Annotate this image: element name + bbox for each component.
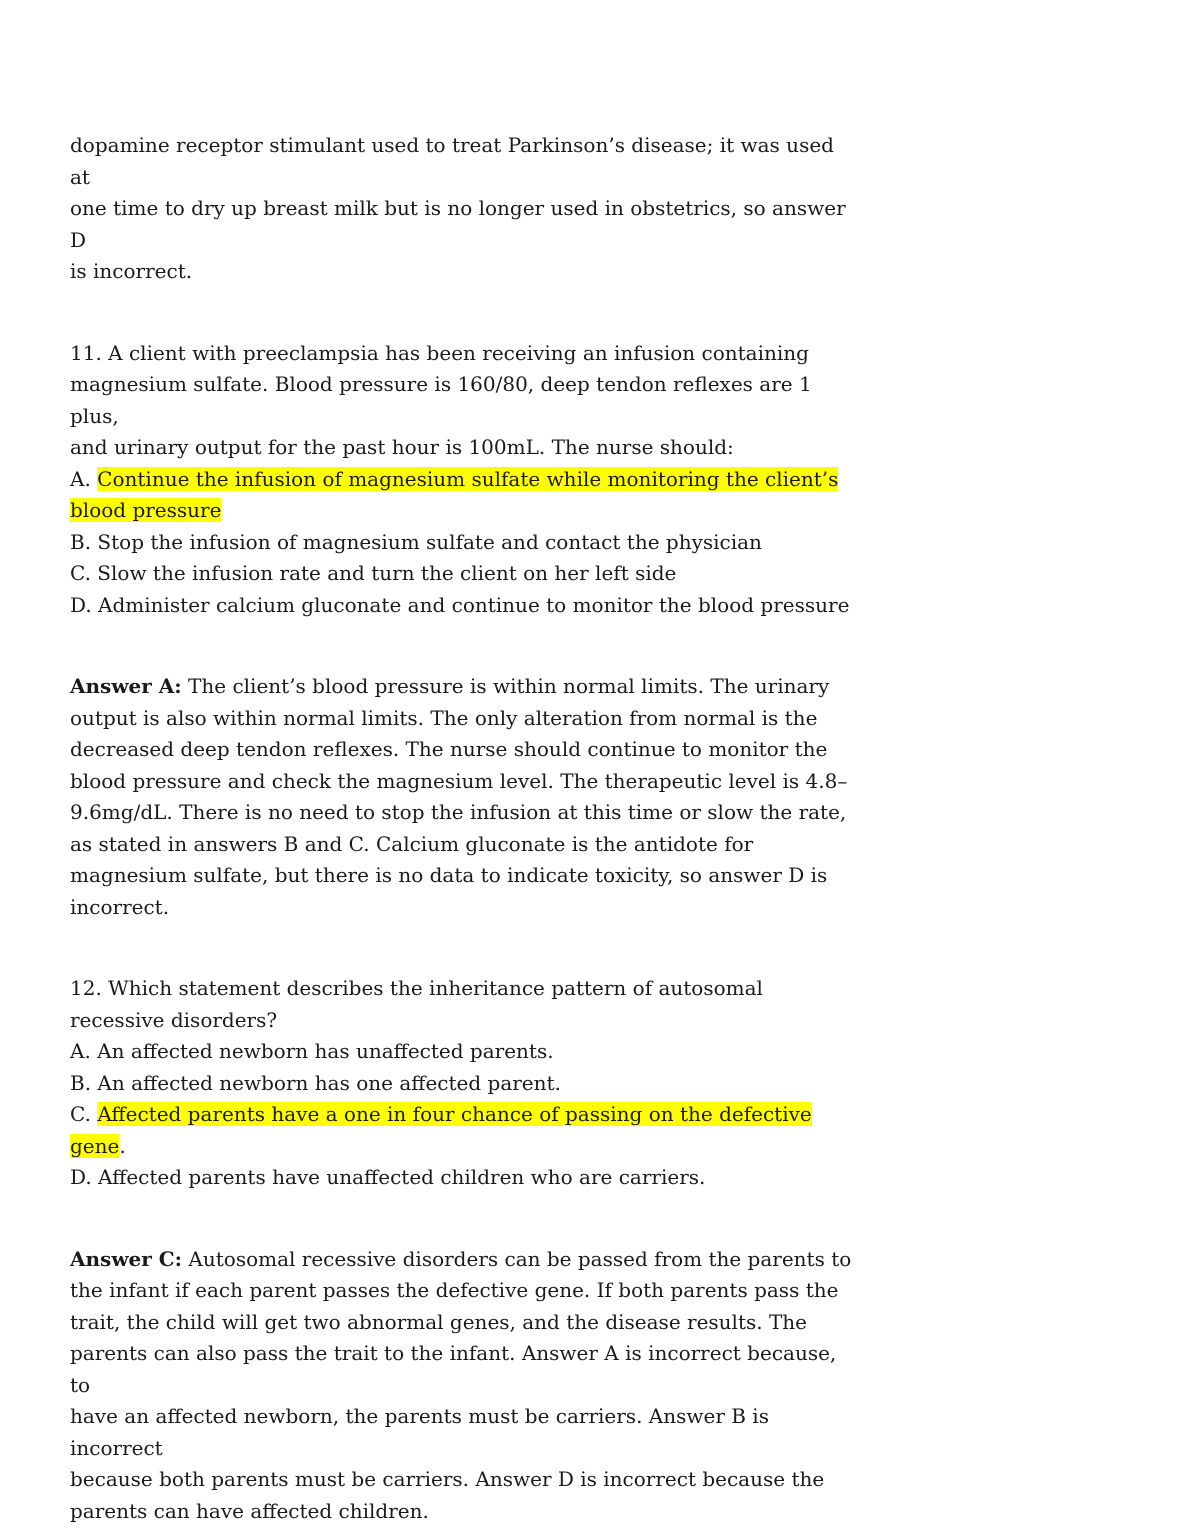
- paragraph-spacer: [70, 923, 860, 973]
- answer-12: [70, 1244, 860, 1528]
- paragraph-spacer: [70, 621, 860, 671]
- answer-11-line: incorrect.: [70, 894, 170, 919]
- answer-12-line: because both parents must be carriers. Answer D is incorrect because the: [70, 1467, 825, 1491]
- answer-12-line: trait, the child will get two abnormal genes, and the disease results. The: [70, 1309, 808, 1334]
- intro-line: is incorrect.: [70, 259, 193, 283]
- answer-11-line: output is also within normal limits. The only alteration from normal is the: [70, 705, 818, 730]
- question-11-stem-line: magnesium sulfate. Blood pressure is 160/80, deep tendon reflexes are 1 plus,: [70, 372, 812, 428]
- question-12-option-a: A. An affected newborn has unaffected parents.: [70, 1039, 554, 1063]
- answer-11-line: as stated in answers B and C. Calcium gluconate is the antidote for: [70, 831, 754, 856]
- intro-paragraph: [70, 130, 860, 288]
- question-11-stem-line: and urinary output for the past hour is 100mL. The nurse should:: [70, 435, 734, 459]
- paragraph-spacer: [70, 288, 860, 338]
- question-11-option-a-continued: [70, 495, 860, 527]
- answer-11-line: blood pressure and check the magnesium level. The therapeutic level is 4.8–: [70, 768, 848, 793]
- answer-11-first-line: [70, 671, 860, 703]
- answer-12-line: parents can also pass the trait to the infant. Answer A is incorrect because, to: [70, 1341, 837, 1397]
- answer-11-line: 9.6mg/dL. There is no need to stop the infusion at this time or slow the rate,: [70, 800, 847, 824]
- question-12-stem-line: 12. Which statement describes the inheritance pattern of autosomal: [70, 976, 763, 1000]
- question-12-option-c-continued: [70, 1131, 860, 1163]
- question-11: [70, 338, 860, 622]
- question-11-option-c: C. Slow the infusion rate and turn the client on her left side: [70, 561, 677, 585]
- answer-12-line: the infant if each parent passes the defective gene. If both parents pass the: [70, 1278, 839, 1302]
- answer-12-line: parents can have affected children.: [70, 1498, 429, 1523]
- question-12: [70, 973, 860, 1194]
- answer-12-first-line: [70, 1244, 860, 1276]
- question-11-option-b: B. Stop the infusion of magnesium sulfate and contact the physician: [70, 529, 762, 554]
- answer-12-label: Answer C:: [70, 1246, 183, 1271]
- document-page: [70, 130, 860, 1527]
- intro-line: dopamine receptor stimulant used to treat Parkinson’s disease; it was used at: [70, 133, 834, 189]
- answer-12-line: have an affected newborn, the parents must be carriers. Answer B is incorrect: [70, 1404, 769, 1460]
- option-a-highlighted-text-continued: blood pressure: [70, 498, 222, 522]
- question-12-option-b: B. An affected newborn has one affected parent.: [70, 1070, 561, 1095]
- question-11-stem-line: 11. A client with preeclampsia has been receiving an infusion containing: [70, 340, 809, 365]
- option-a-prefix: A.: [70, 466, 98, 491]
- answer-11-line: decreased deep tendon reflexes. The nurse should continue to monitor the: [70, 737, 828, 761]
- option-a-highlighted-text: Continue the infusion of magnesium sulfate while monitoring the client’s: [97, 466, 839, 491]
- option-c-suffix: .: [119, 1133, 126, 1158]
- question-12-stem-line: recessive disorders?: [70, 1007, 278, 1032]
- question-11-option-d: D. Administer calcium gluconate and continue to monitor the blood pressure: [70, 592, 850, 617]
- answer-11-first-line-text: The client’s blood pressure is within normal limits. The urinary: [181, 674, 830, 698]
- answer-11: [70, 671, 860, 923]
- intro-line: one time to dry up breast milk but is no longer used in obstetrics, so answer D: [70, 196, 846, 252]
- answer-11-line: magnesium sulfate, but there is no data to indicate toxicity, so answer D is: [70, 863, 828, 887]
- option-c-prefix: C.: [70, 1102, 98, 1126]
- question-11-option-a: [70, 464, 860, 496]
- question-12-option-d: D. Affected parents have unaffected children who are carriers.: [70, 1165, 706, 1189]
- answer-12-first-line-text: Autosomal recessive disorders can be passed from the parents to: [182, 1246, 852, 1271]
- option-c-highlighted-text-continued: gene: [70, 1133, 120, 1158]
- option-c-highlighted-text: Affected parents have a one in four chance of passing on the defective: [97, 1102, 812, 1126]
- question-12-option-c: [70, 1099, 860, 1131]
- paragraph-spacer: [70, 1194, 860, 1244]
- answer-11-label: Answer A:: [70, 674, 182, 698]
